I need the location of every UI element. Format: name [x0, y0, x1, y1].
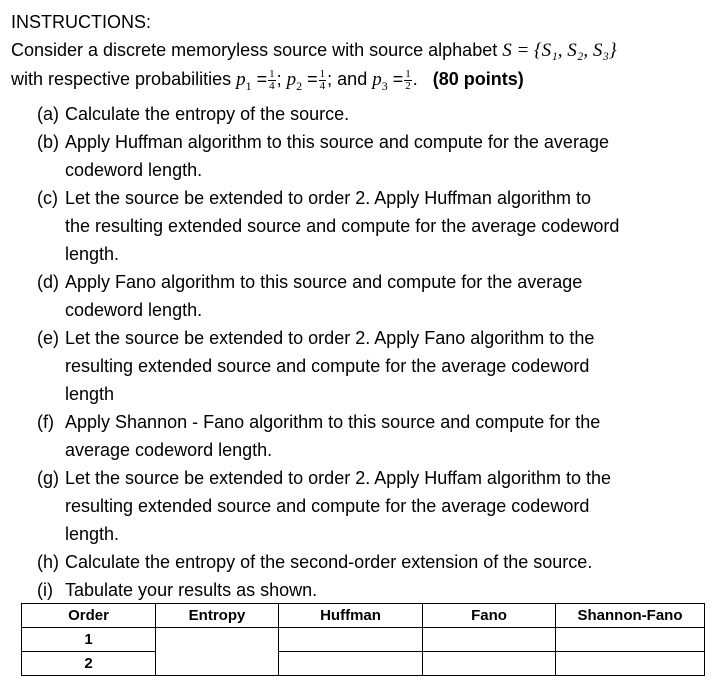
list-item: (h) Calculate the entropy of the second-order extension of the source.: [37, 551, 593, 572]
fano-cell-1: [423, 628, 556, 652]
header-fano: Fano: [423, 604, 556, 628]
list-item: (f) Apply Shannon - Fano algorithm to this source and compute for the average codeword length.: [37, 411, 601, 460]
p1-symbol: $p_1$: [236, 69, 252, 93]
list-item: (b) Apply Huffman algorithm to this source and compute for the average codeword length.: [37, 131, 609, 180]
list-item: (a) Calculate the entropy of the source.: [37, 103, 350, 124]
row-order-1: 1: [22, 628, 156, 652]
heading: INSTRUCTIONS:: [11, 12, 152, 32]
huffman-cell-2: [279, 652, 423, 676]
header-entropy: Entropy: [156, 604, 279, 628]
and-text: and: [337, 69, 368, 89]
instruction-list: [11, 100, 717, 604]
list-item: (d) Apply Fano algorithm to this source and compute for the average codeword length.: [37, 271, 583, 320]
document-body: [11, 8, 717, 604]
p2-fraction: $\frac{1}{4}$: [319, 67, 326, 92]
header-order: Order: [22, 604, 156, 628]
list-item: (c) Let the source be extended to order 2. Apply Huffman algorithm to the resulting extended source and compute for the average codeword length.: [37, 187, 620, 264]
intro-line-1: [11, 36, 717, 65]
shannon-fano-cell-1: [556, 628, 705, 652]
table-row: [22, 628, 705, 652]
list-item: (e) Let the source be extended to order 2. Apply Fano algorithm to the resulting extended source and compute for the average codeword length: [37, 327, 595, 404]
p3-symbol: $p_3$: [372, 69, 388, 93]
points-label: (80 points): [432, 69, 524, 89]
fano-cell-2: [423, 652, 556, 676]
row-order-2: 2: [22, 652, 156, 676]
p2-symbol: $p_2$: [286, 69, 303, 93]
p1-fraction: $\frac{1}{4}$: [269, 67, 275, 92]
header-huffman: Huffman: [279, 604, 423, 628]
table-header-row: [22, 604, 705, 628]
huffman-cell-1: [279, 628, 423, 652]
intro-line-2: with respective probabilities $p_1$ = $\frac{1}{4}$ ; $p_2$ = $\frac{1}{4}$ ; and $p_3$ = $\frac{1}{2}$ . (80 points): [11, 67, 524, 93]
header-shannon-fano: Shannon-Fano: [556, 604, 705, 628]
p3-fraction: $\frac{1}{2}$: [405, 67, 411, 92]
table-row: [22, 652, 705, 676]
list-item: (i) Tabulate your results as shown.: [37, 579, 318, 600]
shannon-fano-cell-2: [556, 652, 705, 676]
list-item: (g) Let the source be extended to order 2. Apply Huffam algorithm to the resulting extended source and compute for the average codeword length.: [37, 467, 612, 544]
alphabet-expression: S = {S₁, S₂, S₃}: [502, 40, 617, 61]
results-table: [21, 603, 705, 676]
intro-text-2: with respective probabilities: [11, 69, 237, 89]
entropy-cell: [156, 628, 279, 676]
intro-text-1: Consider a discrete memoryless source with source alphabet: [11, 40, 503, 60]
